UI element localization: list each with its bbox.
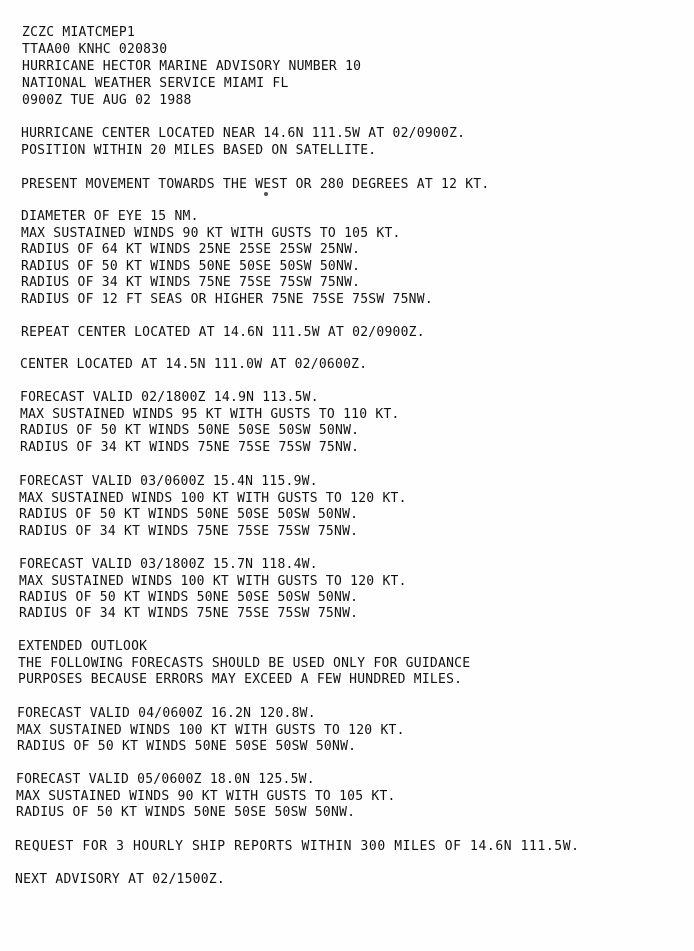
issue-time: 0900Z TUE AUG 02 1988 xyxy=(22,93,192,108)
forecast-2-34kt: RADIUS OF 34 KT WINDS 75NE 75SE 75SW 75NW. xyxy=(19,524,359,539)
forecast-3-winds: MAX SUSTAINED WINDS 100 KT WITH GUSTS TO 120 KT. xyxy=(19,574,407,589)
forecast-4-50kt: RADIUS OF 50 KT WINDS 50NE 50SE 50SW 50NW. xyxy=(17,739,357,754)
forecast-1-34kt: RADIUS OF 34 KT WINDS 75NE 75SE 75SW 75NW. xyxy=(20,440,360,455)
radius-12ft-seas: RADIUS OF 12 FT SEAS OR HIGHER 75NE 75SE 75SW 75NW. xyxy=(21,292,433,307)
forecast-4-winds: MAX SUSTAINED WINDS 100 KT WITH GUSTS TO 120 KT. xyxy=(17,723,405,738)
forecast-5-winds: MAX SUSTAINED WINDS 90 KT WITH GUSTS TO 105 KT. xyxy=(16,789,396,804)
eye-diameter: DIAMETER OF EYE 15 NM. xyxy=(21,209,199,224)
forecast-5-valid: FORECAST VALID 05/0600Z 18.0N 125.5W. xyxy=(16,772,315,787)
radius-64kt: RADIUS OF 64 KT WINDS 25NE 25SE 25SW 25NW. xyxy=(21,242,361,257)
forecast-1-valid: FORECAST VALID 02/1800Z 14.9N 113.5W. xyxy=(20,390,319,405)
repeat-center: REPEAT CENTER LOCATED AT 14.6N 111.5W AT 02/0900Z. xyxy=(21,325,425,340)
position-accuracy: POSITION WITHIN 20 MILES BASED ON SATELLITE. xyxy=(21,143,377,158)
forecast-3-34kt: RADIUS OF 34 KT WINDS 75NE 75SE 75SW 75NW. xyxy=(19,606,359,621)
forecast-2-50kt: RADIUS OF 50 KT WINDS 50NE 50SE 50SW 50NW. xyxy=(19,507,359,522)
present-movement: PRESENT MOVEMENT TOWARDS THE WEST OR 280 DEGREES AT 12 KT. xyxy=(21,177,490,192)
prior-center: CENTER LOCATED AT 14.5N 111.0W AT 02/0600Z. xyxy=(20,357,368,372)
wmo-header: TTAA00 KNHC 020830 xyxy=(22,42,168,57)
forecast-4-valid: FORECAST VALID 04/0600Z 16.2N 120.8W. xyxy=(17,706,316,721)
bulletin-id: ZCZC MIATCMEP1 xyxy=(22,25,136,40)
forecast-2-valid: FORECAST VALID 03/0600Z 15.4N 115.9W. xyxy=(19,474,318,489)
next-advisory: NEXT ADVISORY AT 02/1500Z. xyxy=(15,872,225,887)
radius-50kt: RADIUS OF 50 KT WINDS 50NE 50SE 50SW 50NW. xyxy=(21,259,361,274)
forecast-1-50kt: RADIUS OF 50 KT WINDS 50NE 50SE 50SW 50NW. xyxy=(20,423,360,438)
advisory-title: HURRICANE HECTOR MARINE ADVISORY NUMBER 10 xyxy=(22,59,362,74)
forecast-3-50kt: RADIUS OF 50 KT WINDS 50NE 50SE 50SW 50NW. xyxy=(19,590,359,605)
radius-34kt: RADIUS OF 34 KT WINDS 75NE 75SE 75SW 75NW. xyxy=(21,275,361,290)
scan-speck xyxy=(264,192,268,196)
issuing-office: NATIONAL WEATHER SERVICE MIAMI FL xyxy=(22,76,289,91)
max-winds: MAX SUSTAINED WINDS 90 KT WITH GUSTS TO 105 KT. xyxy=(21,226,401,241)
center-location: HURRICANE CENTER LOCATED NEAR 14.6N 111.5W AT 02/0900Z. xyxy=(21,126,466,141)
ship-report-request: REQUEST FOR 3 HOURLY SHIP REPORTS WITHIN 300 MILES OF 14.6N 111.5W. xyxy=(15,839,580,854)
forecast-1-winds: MAX SUSTAINED WINDS 95 KT WITH GUSTS TO 110 KT. xyxy=(20,407,400,422)
forecast-5-50kt: RADIUS OF 50 KT WINDS 50NE 50SE 50SW 50NW. xyxy=(16,805,356,820)
extended-outlook-heading: EXTENDED OUTLOOK xyxy=(18,639,148,654)
forecast-2-winds: MAX SUSTAINED WINDS 100 KT WITH GUSTS TO 120 KT. xyxy=(19,491,407,506)
extended-outlook-note-2: PURPOSES BECAUSE ERRORS MAY EXCEED A FEW HUNDRED MILES. xyxy=(18,672,463,687)
forecast-3-valid: FORECAST VALID 03/1800Z 15.7N 118.4W. xyxy=(19,557,318,572)
extended-outlook-note-1: THE FOLLOWING FORECASTS SHOULD BE USED ONLY FOR GUIDANCE xyxy=(18,656,471,671)
